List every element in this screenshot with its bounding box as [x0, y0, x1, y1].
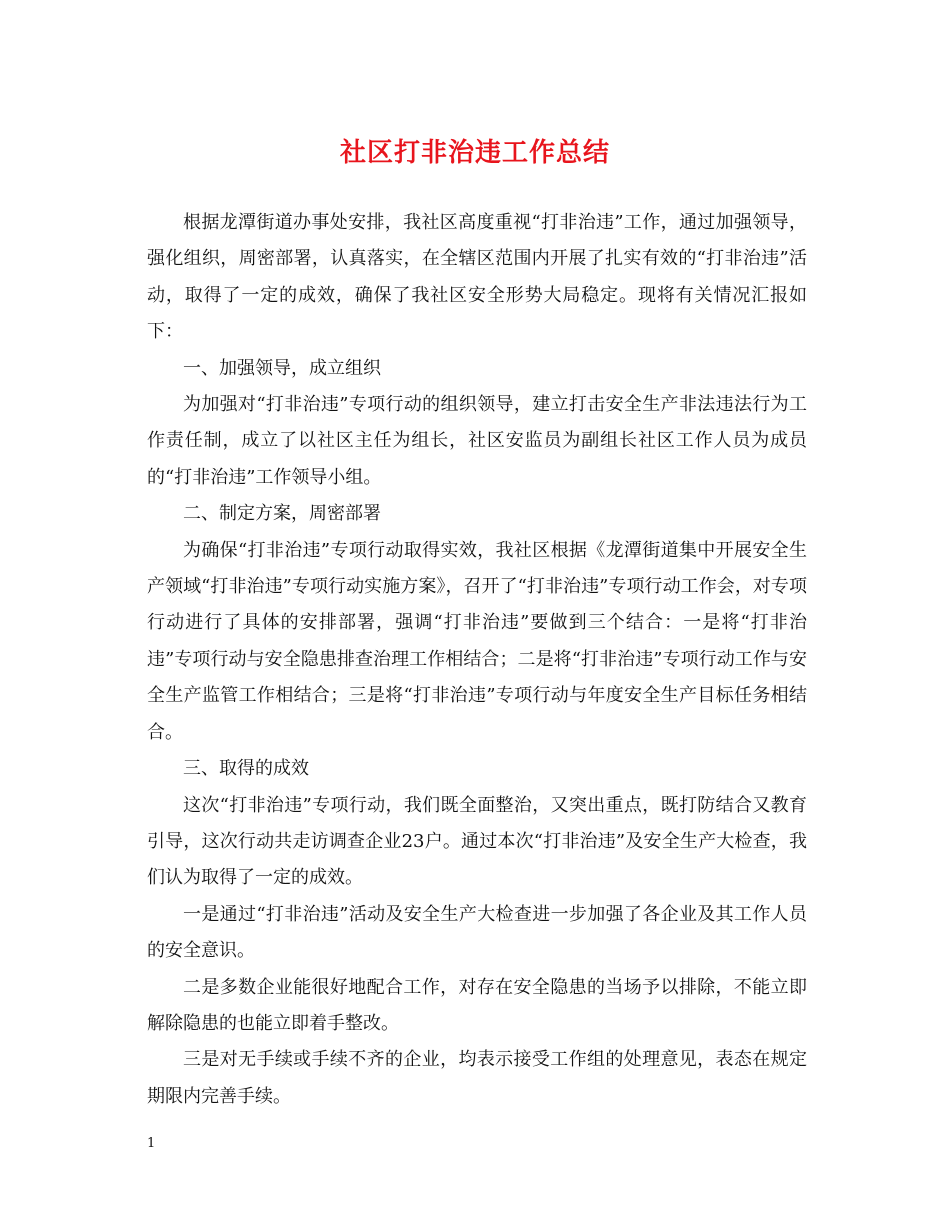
document-body [147, 205, 807, 1115]
paragraph-intro: 根据龙潭街道办事处安排，我社区高度重视“打非治违”工作，通过加强领导，强化组织，周密部署，认真落实，在全辖区范围内开展了扎实有效的“打非治违”活动，取得了一定的成效，确保了我社区安全形势大局稳定。现将有关情况汇报如下： [147, 212, 807, 343]
paragraph-section-3: 这次“打非治违”专项行动，我们既全面整治，又突出重点，既打防结合又教育引导，这次行动共走访调查企业23户。通过本次“打非治违”及安全生产大检查，我们认为取得了一定的成效。 [147, 794, 807, 889]
paragraph-section-1: 为加强对“打非治违”专项行动的组织领导，建立打击安全生产非法违法行为工作责任制，成立了以社区主任为组长，社区安监员为副组长社区工作人员为成员的“打非治违”工作领导小组。 [147, 394, 807, 488]
page-number: 1 [147, 1136, 156, 1151]
section-heading-2: 二、制定方案，周密部署 [183, 503, 381, 525]
section-heading-3: 三、取得的成效 [183, 758, 309, 780]
paragraph-result-3: 三是对无手续或手续不齐的企业，均表示接受工作组的处理意见，表态在规定期限内完善手续。 [147, 1049, 807, 1107]
document-title: 社区打非治违工作总结 [339, 138, 610, 168]
paragraph-section-2: 为确保“打非治违”专项行动取得实效，我社区根据《龙潭街道集中开展安全生产领域“打非治违”专项行动实施方案》，召开了“打非治违”专项行动工作会，对专项行动进行了具体的安排部署，强调“打非治违”要做到三个结合：一是将“打非治违”专项行动与安全隐患排查治理工作相结合；二是将“打非治违”专项行动工作与安全生产监管工作相结合；三是将“打非治违”专项行动与年度安全生产目标任务相结合。 [147, 539, 807, 743]
paragraph-result-2: 二是多数企业能很好地配合工作，对存在安全隐患的当场予以排除，不能立即解除隐患的也能立即着手整改。 [147, 976, 807, 1034]
section-heading-1: 一、加强领导，成立组织 [183, 357, 381, 379]
paragraph-result-1: 一是通过“打非治违”活动及安全生产大检查进一步加强了各企业及其工作人员的安全意识。 [147, 903, 807, 962]
